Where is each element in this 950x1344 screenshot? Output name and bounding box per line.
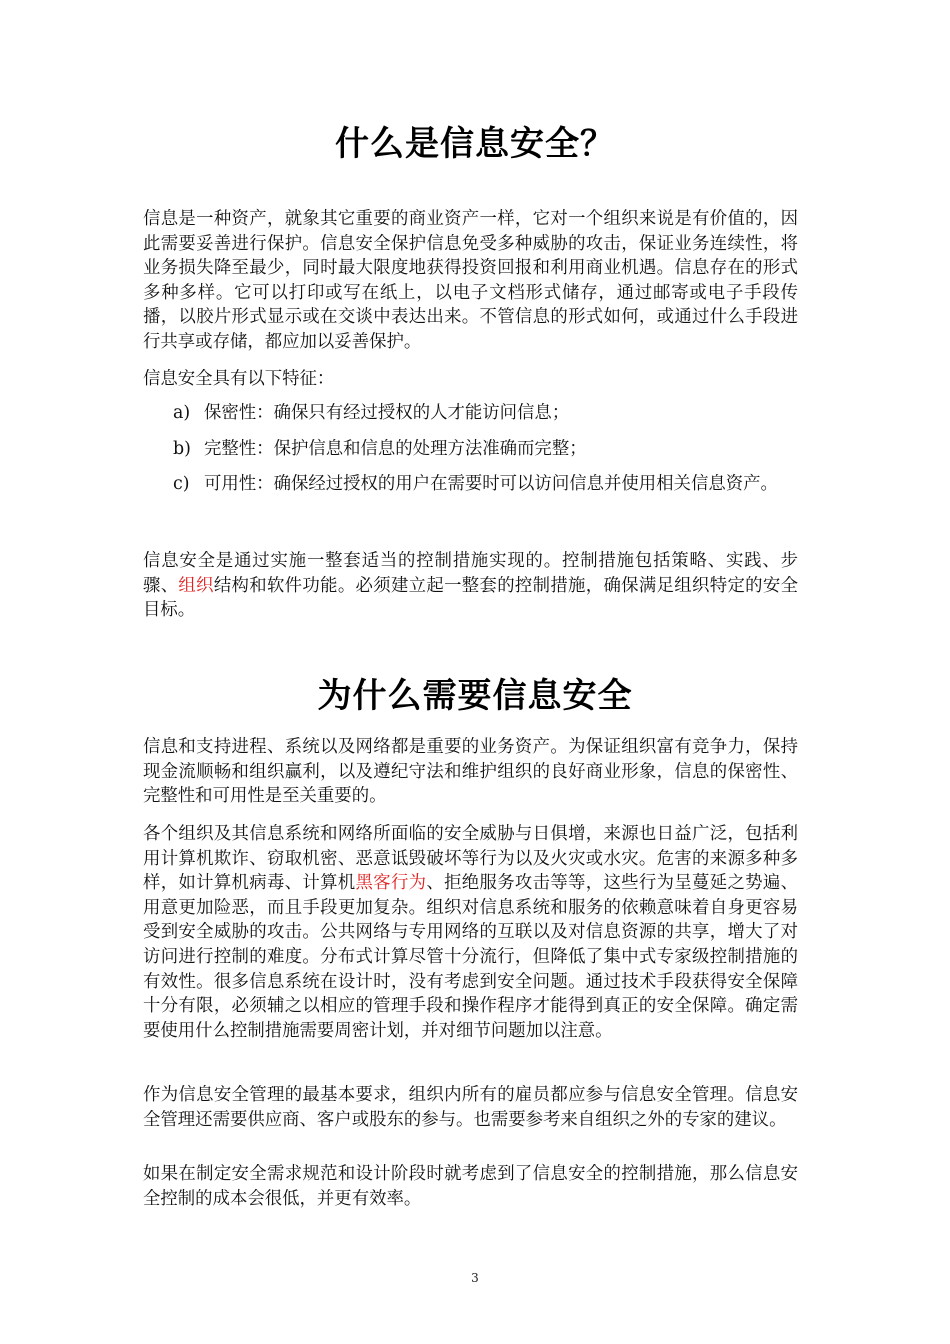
- paragraph-intro: [143, 207, 798, 355]
- controls-text-a: 信息安全是通过实施一整套适当的控制措施实现的。控制措施包括策略、实践、步骤、: [143, 551, 798, 596]
- paragraph-cost-text: 如果在制定安全需求规范和设计阶段时就考虑到了信息安全的控制措施，那么信息安全控制的成本会很低，并更有效率。: [143, 1164, 798, 1209]
- features-lead-text: 信息安全具有以下特征：: [143, 369, 335, 389]
- list-item-text: 完整性：保护信息和信息的处理方法准确而完整；: [204, 438, 587, 459]
- paragraph-threats-text: [143, 822, 798, 1043]
- paragraph-assets-text: 信息和支持进程、系统以及网络都是重要的业务资产。为保证组织富有竞争力，保持现金流顺畅和组织赢利，以及遵纪守法和维护组织的良好商业形象，信息的保密性、完整性和可用性是至关重要的。: [143, 737, 798, 807]
- hacker-behavior-link[interactable]: 黑客行为: [355, 873, 427, 894]
- section-title-why-infosec: 为什么需要信息安全: [317, 676, 633, 716]
- organization-link[interactable]: 组织: [178, 575, 214, 596]
- paragraph-threats: [143, 822, 798, 1043]
- list-item: [173, 401, 798, 426]
- paragraph-assets: [143, 735, 798, 809]
- list-item: [173, 472, 798, 497]
- list-item-text: 可用性：确保经过授权的用户在需要时可以访问信息并使用相关信息资产。: [204, 474, 778, 495]
- paragraph-cost: [143, 1162, 798, 1211]
- threats-text-a: 各个组织及其信息系统和网络所面临的安全威胁与日俱增，来源也日益广泛，包括利用计算机欺诈、窃取机密、恶意诋毁破坏等行为以及火灾或水灾。危害的来源多种多样，如计算机病毒、计算机: [143, 824, 798, 894]
- list-marker: a): [173, 403, 191, 423]
- paragraph-employees-text: 作为信息安全管理的最基本要求，组织内所有的雇员都应参与信息安全管理。信息安全管理还需要供应商、客户或股东的参与。也需要参考来自组织之外的专家的建议。: [143, 1085, 798, 1130]
- threats-text-b: 、拒绝服务攻击等等，这些行为呈蔓延之势遍、用意更加险恶，而且手段更加复杂。组织对信息系统和服务的依赖意味着自身更容易受到安全威胁的攻击。公共网络与专用网络的互联以及对信息资源的共享，增大了对访问进行控制的难度。分布式计算尽管十分流行，但降低了集中式专家级控制措施的有效性。很多信息系统在设计时，没有考虑到安全问题。通过技术手段获得安全保障十分有限，必须辅之以相应的管理手段和操作程序才能得到真正的安全保障。确定需要使用什么控制措施需要周密计划，并对细节问题加以注意。: [143, 873, 798, 1041]
- feature-list: [173, 401, 798, 508]
- paragraph-intro-text: 信息是一种资产，就象其它重要的商业资产一样，它对一个组织来说是有价值的，因此需要妥善进行保护。信息安全保护信息免受多种威胁的攻击，保证业务连续性，将业务损失降至最少，同时最大限度地获得投资回报和利用商业机遇。信息存在的形式多种多样。它可以打印或写在纸上，以电子文档形式储存，通过邮寄或电子手段传播，以胶片形式显示或在交谈中表达出来。不管信息的形式如何，或通过什么手段进行共享或存储，都应加以妥善保护。: [143, 209, 798, 352]
- controls-text-b: 结构和软件功能。必须建立起一整套的控制措施，确保满足组织特定的安全目标。: [143, 575, 798, 621]
- paragraph-controls: [143, 549, 798, 623]
- list-item-text: 保密性：确保只有经过授权的人才能访问信息；: [204, 403, 570, 423]
- list-item: [173, 437, 798, 462]
- page-number: 3: [471, 1271, 479, 1285]
- list-marker: b): [173, 438, 191, 459]
- paragraph-controls-text: [143, 549, 798, 623]
- paragraph-features-lead: [143, 367, 798, 392]
- section-title-what-is-infosec: 什么是信息安全？: [335, 124, 615, 164]
- paragraph-employees: [143, 1083, 798, 1132]
- list-marker: c): [173, 474, 190, 495]
